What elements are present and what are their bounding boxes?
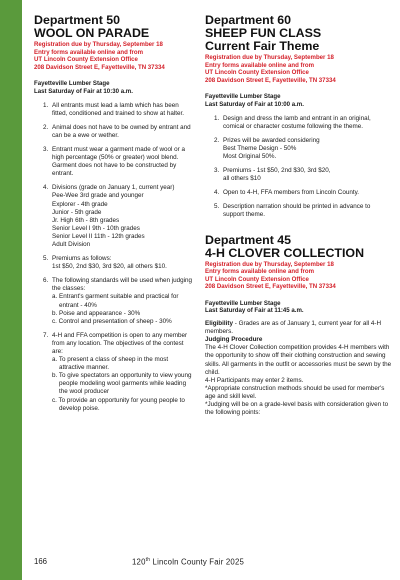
judging-paragraph: 4-H Participants may enter 2 items. (205, 376, 304, 384)
rule-text: 6. The following standards will be used when judging the classes: (52, 277, 193, 293)
dept50-registration (34, 41, 194, 71)
dept60-rules (205, 115, 393, 220)
dept45-title (205, 234, 393, 260)
rule-text: All entrants must lead a lamb which has been fitted, conditioned and trained to show at halter. (52, 101, 184, 117)
dept50-rule (50, 332, 194, 413)
dept60-rule (221, 137, 393, 161)
dept50-rule (50, 277, 194, 326)
dept45-title-line1: Department 45 (205, 232, 292, 247)
objective-item: c. To provide an opportunity for young people to develop poise. (52, 396, 185, 412)
dept45-reg-line: Entry forms available online and from (205, 268, 315, 276)
dept60-time: Last Saturday of Fair at 10:00 a.m. (205, 100, 304, 108)
dept50-rule (50, 102, 194, 118)
dept60-title-line2: SHEEP FUN CLASS (205, 26, 322, 40)
rule-text: Open to 4-H, FFA members from Lincoln County. (223, 189, 360, 197)
dept60-stage (205, 93, 393, 108)
footer-title (132, 557, 244, 567)
rule-text: 3. Premiums - 1st $50, 2nd $30, 3rd $20, (223, 167, 331, 175)
rule-text: Design and dress the lamb and entrant in an original, comical or character costume following the theme. (223, 114, 371, 130)
dept50-rule (50, 124, 194, 140)
objective-item: a. To present a class of sheep in the most attractive manner. (52, 356, 169, 372)
left-column (34, 14, 194, 419)
rule-text: Animal does not have to be owned by entrant and can be a ewe or wether. (52, 123, 191, 139)
dept50-title-line1: Department 50 (34, 13, 121, 27)
dept50-reg-line: Registration due by Thursday, September 18 (34, 41, 163, 48)
dept50-rule (50, 255, 194, 271)
division-item: Explorer - 4th grade (52, 200, 108, 208)
dept50-time: Last Saturday of Fair at 10:30 a.m. (34, 87, 133, 95)
rule-text: 1st $50, 2nd $30, 3rd $20, all others $10. (52, 263, 167, 271)
dept50-reg-line: 208 Davidson Street E, Fayetteville, TN 37334 (34, 63, 165, 71)
eligibility-text: - Grades are as of January 1, current year for all 4-H members. (205, 320, 382, 336)
right-column (205, 14, 393, 417)
dept50-reg-line: UT Lincoln County Extension Office (34, 56, 138, 64)
division-item: Pee-Wee 3rd grade and younger (52, 192, 144, 200)
dept45-reg-line: UT Lincoln County Extension Office (205, 275, 309, 283)
rule-text: 7. 4-H and FFA competition is open to any member from any location. The objectives of the contest are: (52, 331, 188, 355)
rule-text: Best Theme Design - 50% (223, 144, 297, 152)
judging-paragraph: *Judging will be on a grade-level basis with consideration given to the following points: (205, 401, 389, 417)
dept50-stage-name: Fayetteville Lumber Stage (34, 80, 110, 88)
dept60-rule (221, 189, 393, 197)
fair-name: Lincoln County Fair 2025 (150, 557, 245, 567)
dept50-reg-line: Entry forms available online and from (34, 48, 144, 56)
eligibility-label: Eligibility (205, 320, 233, 328)
dept45-registration (205, 261, 393, 291)
dept45-stage (205, 300, 393, 315)
rule-text: Description narration should be printed in advance to support theme. (223, 203, 371, 219)
dept60-reg-line: Registration due by Thursday, September 18 (205, 54, 334, 61)
rule-text: 2. Prizes will be awarded considering (223, 136, 320, 144)
division-item: Senior Level II 11th - 12th grades (52, 232, 145, 240)
sidebar-color-bar (0, 0, 22, 580)
dept45-title-line2: 4-H CLOVER COLLECTION (205, 245, 365, 260)
dept45-reg-line: Registration due by Thursday, September 18 (205, 260, 334, 268)
dept45-reg-line: 208 Davidson Street E, Fayetteville, TN 37334 (205, 283, 336, 291)
dept50-title (34, 14, 194, 40)
division-item: Senior Level I 9th - 10th grades (52, 224, 140, 232)
dept50-title-line2: WOOL ON PARADE (34, 26, 150, 40)
rule-text: 5. Premiums as follows: (52, 255, 112, 263)
rule-text: 4. Divisions (grade on January 1, current year) (52, 184, 175, 192)
dept60-rule (221, 115, 393, 131)
page-number: 166 (34, 557, 48, 566)
standard-item: c. Control and presentation of sheep - 30% (52, 317, 172, 325)
standard-item: b. Poise and appearance - 30% (52, 309, 141, 317)
dept60-rule (221, 167, 393, 183)
judging-paragraph: *Appropriate construction methods should be used for member's age and skill level. (205, 384, 385, 400)
judging-paragraph: The 4-H Clover Collection competition provides 4-H members with the opportunity to show off their clothing construction and sewing skills. All garments in the outfit or accessories must be sewn by the child. (205, 344, 392, 376)
dept60-reg-line: Entry forms available online and from (205, 61, 315, 69)
dept60-title-line3: Current Fair Theme (205, 39, 320, 53)
rule-text: Most Original 50%. (223, 152, 277, 160)
standard-item: a. Entrant's garment suitable and practical for entrant - 40% (52, 293, 179, 309)
dept45-time: Last Saturday of Fair at 11:45 a.m. (205, 307, 304, 315)
dept60-reg-line: 208 Davidson Street E, Fayetteville, TN 37334 (205, 76, 336, 84)
dept60-rule (221, 203, 393, 219)
division-item: Junior - 5th grade (52, 208, 102, 216)
dept60-title-line1: Department 60 (205, 13, 292, 27)
dept50-rule (50, 146, 194, 178)
division-item: Jr. High 6th - 8th grades (52, 216, 120, 224)
dept60-reg-line: UT Lincoln County Extension Office (205, 69, 309, 77)
fair-ordinal: 120 (132, 557, 146, 567)
dept50-rules (34, 102, 194, 413)
rule-text: Entrant must wear a garment made of wool or a high percentage (50% or greater) wool blend. Garment does not have to be constructed by entrant. (52, 145, 185, 178)
rule-text: all others $10 (223, 175, 261, 183)
dept60-stage-name: Fayetteville Lumber Stage (205, 93, 281, 101)
dept60-title (205, 14, 393, 53)
objective-item: b. To give spectators an opportunity to view young people modeling wool garments while leading the wool producer (52, 372, 192, 396)
dept60-registration (205, 54, 393, 84)
dept50-stage (34, 80, 194, 95)
dept45-eligibility (205, 320, 393, 336)
fair-ordinal-suffix: th (145, 557, 151, 563)
judging-heading: Judging Procedure (205, 336, 263, 344)
division-item: Adult Division (52, 240, 91, 248)
dept45-stage-name: Fayetteville Lumber Stage (205, 299, 281, 307)
dept50-rule (50, 184, 194, 249)
